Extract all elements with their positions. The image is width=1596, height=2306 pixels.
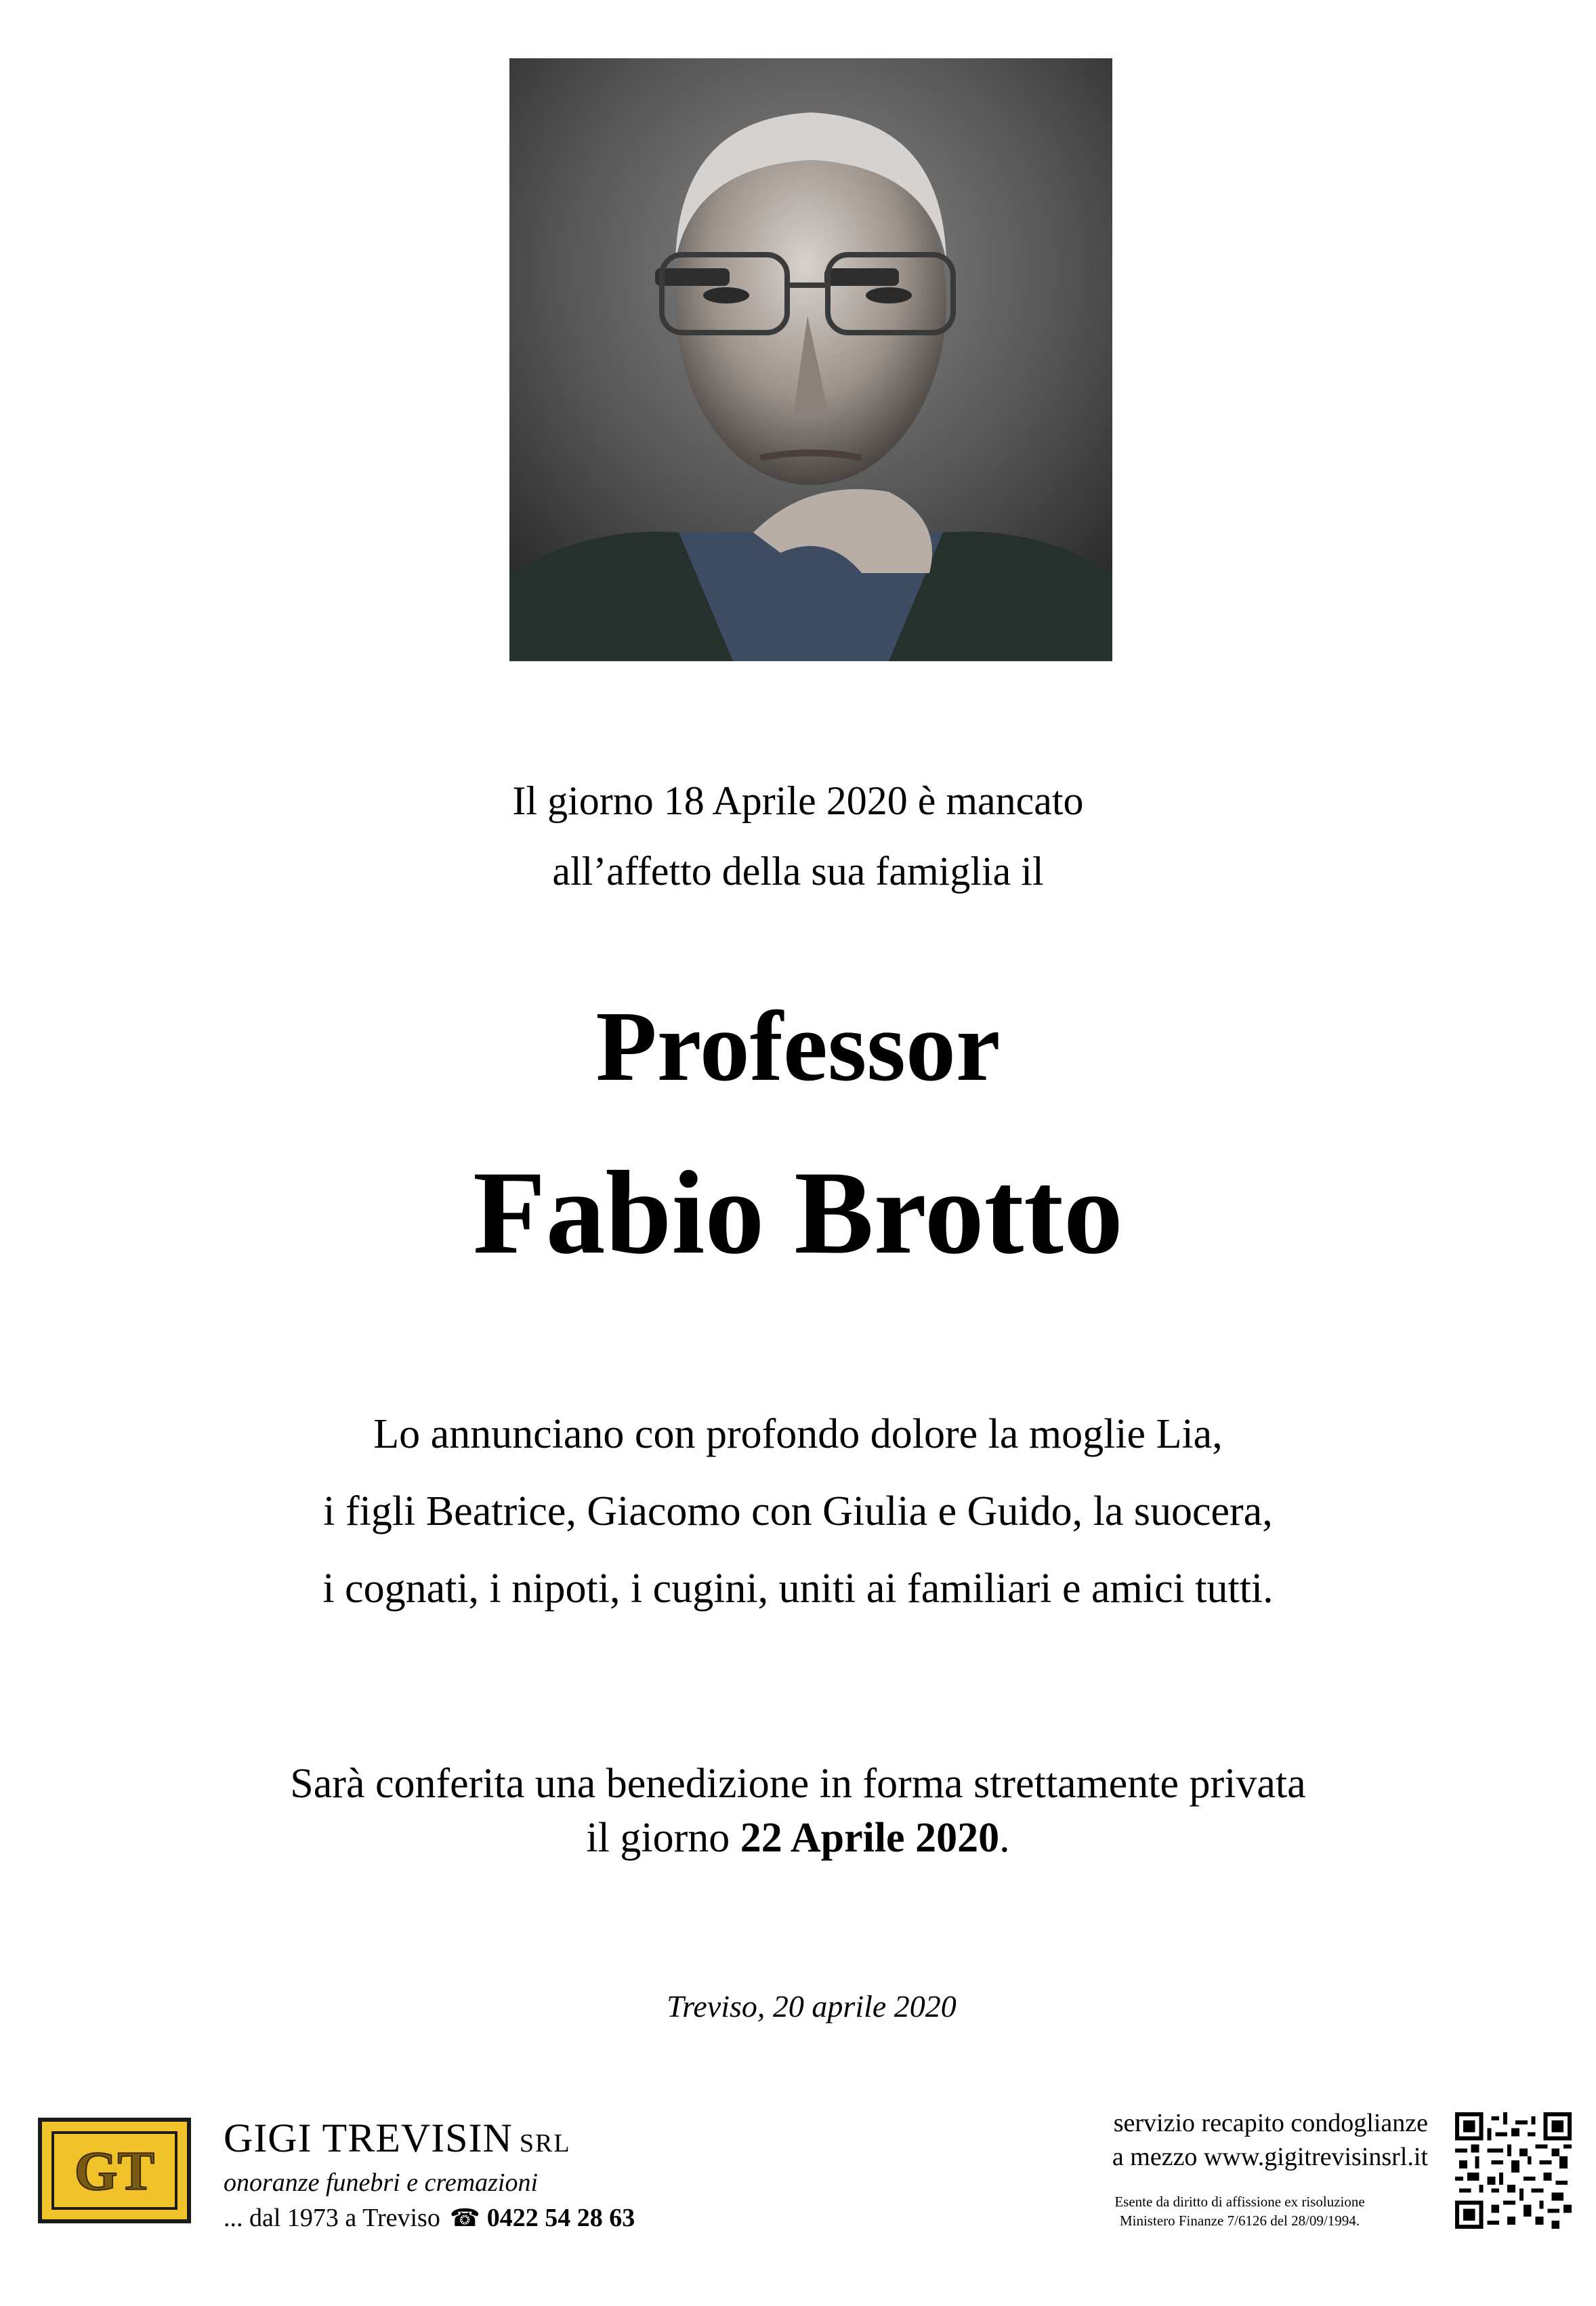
phone-number: 0422 54 28 63 [486,2204,635,2232]
gt-monogram-logo [38,2118,191,2223]
qr-code [1455,2112,1572,2229]
blessing-suffix: . [999,1815,1010,1861]
intro-line-2: all’affetto della sua famiglia il [552,849,1044,894]
blessing-line-1: Sarà conferita una benedizione in forma strettamente privata [290,1761,1306,1807]
service-line-1: servizio recapito condoglianze [1113,2109,1428,2137]
blessing-prefix: il giorno [586,1815,740,1861]
logo-monogram-text: GT [74,2140,155,2202]
since-text: ... dal 1973 a Treviso [224,2204,440,2232]
telephone-icon: ☎ [449,2204,480,2231]
intro-line-1: Il giorno 18 Aprile 2020 è mancato [512,778,1084,823]
place-date: Treviso, 20 aprile 2020 [667,1989,957,2024]
announcement-line-2: i figli Beatrice, Giacomo con Giulia e Guido, la suocera, [323,1488,1273,1534]
portrait-illustration [509,58,1112,661]
company-suffix: SRL [519,2129,571,2158]
exemption-line-2: Ministero Finanze 7/6126 del 28/09/1994. [1119,2213,1360,2229]
deceased-title: Professor [595,991,1001,1102]
announcement-line-1: Lo annunciano con profondo dolore la moglie Lia, [373,1411,1223,1457]
company-since [224,2203,635,2233]
blessing-date: 22 Aprile 2020 [740,1815,1000,1861]
deceased-name: Fabio Brotto [473,1147,1123,1279]
portrait-photo [509,58,1112,661]
company-name-text: GIGI TREVISIN [224,2116,513,2160]
service-line-2: a mezzo www.gigitrevisinsrl.it [1112,2143,1428,2171]
exemption-note [1070,2192,1409,2230]
logo-monogram-graphic [42,2122,187,2219]
announcement-line-3: i cognati, i nipoti, i cugini, uniti ai familiari e amici tutti. [322,1566,1274,1612]
company-name [224,2115,571,2162]
company-tagline: onoranze funebri e cremazioni [224,2168,539,2197]
blessing-line-2 [0,1814,1596,1862]
exemption-line-1: Esente da diritto di affissione ex risoluzione [1114,2194,1365,2210]
